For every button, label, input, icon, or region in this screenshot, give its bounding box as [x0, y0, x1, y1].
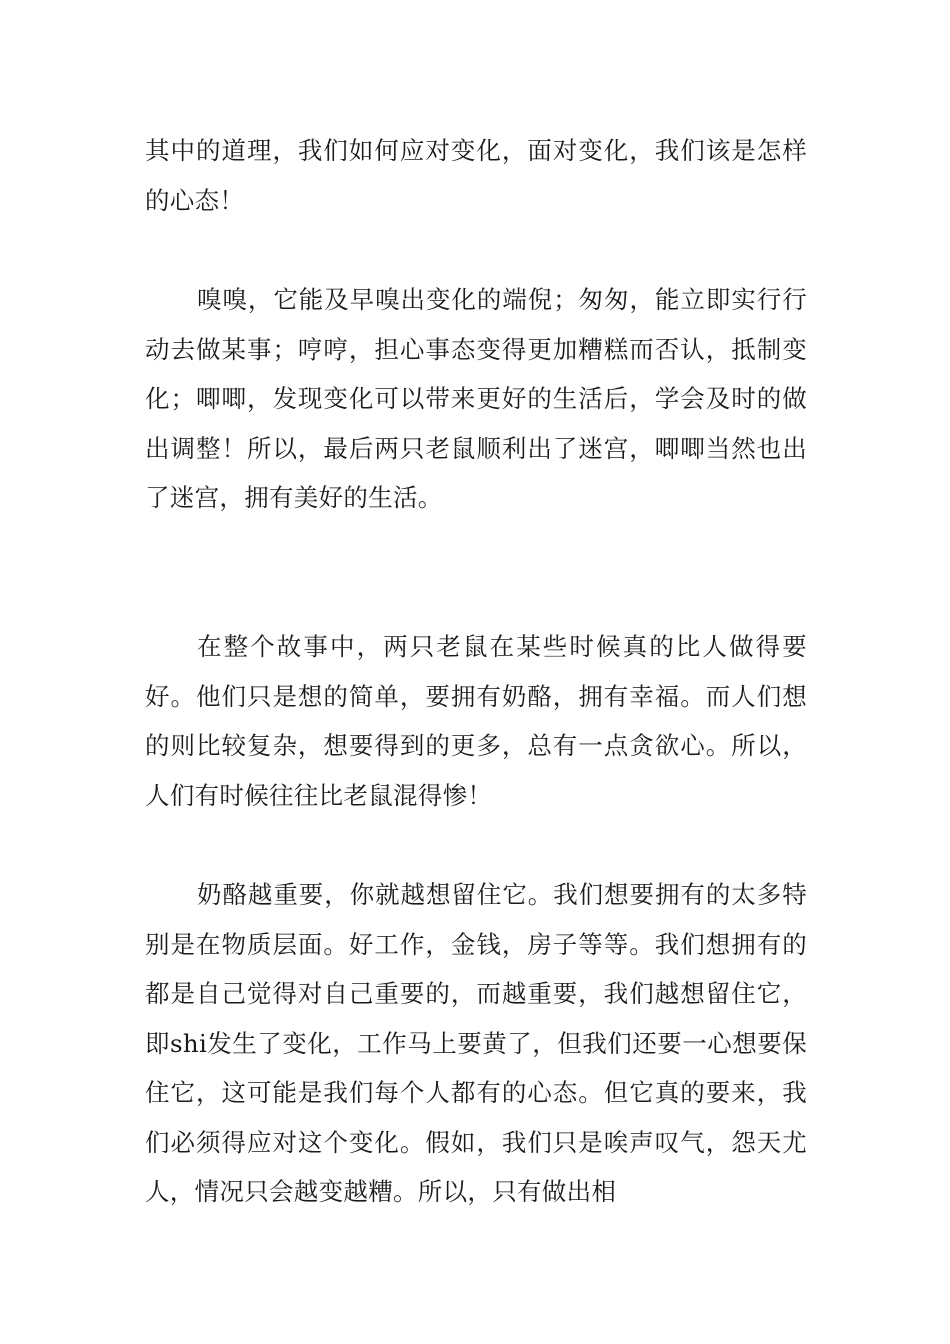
- paragraph-continued: 其中的道理，我们如何应对变化，面对变化，我们该是怎样的心态！: [145, 136, 807, 215]
- paragraph-mice-vs-people: 在整个故事中，两只老鼠在某些时候真的比人做得要好。他们只是想的简单，要拥有奶酪，拥有幸福。而人们想的则比较复杂，想要得到的更多，总有一点贪欲心。所以，人们有时候往往比老鼠混得惨！: [145, 632, 807, 810]
- paragraph-cheese-importance: 奶酪越重要，你就越想留住它。我们想要拥有的太多特别是在物质层面。好工作，金钱，房子等等。我们想拥有的都是自己觉得对自己重要的，而越重要，我们越想留住它，即shi发生了变化，工作马上要黄了，但我们还要一心想要保住它，这可能是我们每个人都有的心态。但它真的要来，我们必须得应对这个变化。假如，我们只是唉声叹气，怨天尤人，情况只会越变越糟。所以，只有做出相: [145, 880, 807, 1206]
- paragraph-characters: 嗅嗅，它能及早嗅出变化的端倪；匆匆，能立即实行行动去做某事；哼哼，担心事态变得更加糟糕而否认，抵制变化；唧唧，发现变化可以带来更好的生活后，学会及时的做出调整！所以，最后两只老鼠顺利出了迷宫，唧唧当然也出了迷宫，拥有美好的生活。: [145, 285, 807, 512]
